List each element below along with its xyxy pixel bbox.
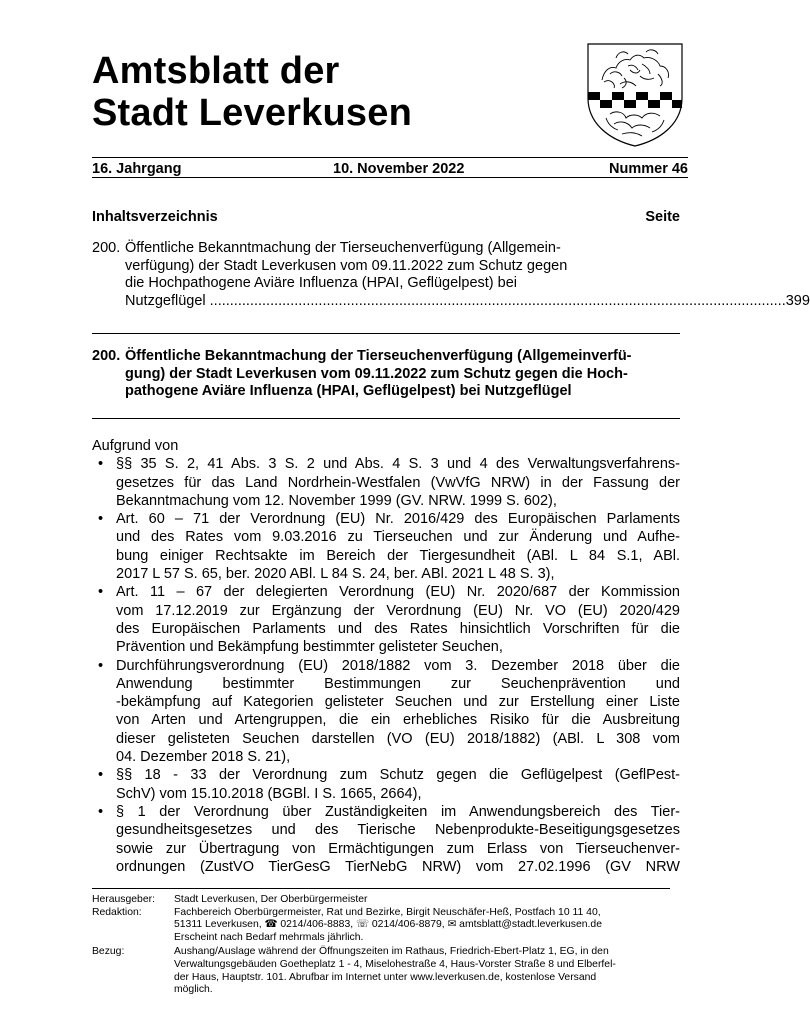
- source-line: Aushang/Auslage während der Öffnungszeiten im Rathaus, Friedrich-Ebert-Platz 1, EG, in den: [174, 946, 609, 958]
- volume-label: 16. Jahrgang: [92, 161, 182, 177]
- list-line: 04. Dezember 2018 S. 21),: [116, 749, 291, 766]
- masthead-rule: [92, 157, 688, 158]
- toc-page-heading: Seite: [645, 209, 680, 225]
- list-line: Anwendung bestimmter Bestimmungen zur Seuchenprävention und: [116, 675, 680, 692]
- list-item: [92, 803, 680, 876]
- list-item: [92, 657, 680, 767]
- section-number: 200.: [92, 348, 121, 364]
- legal-basis-list: [92, 455, 680, 876]
- source-line: möglich.: [174, 984, 213, 996]
- section-title-line: pathogene Aviäre Influenza (HPAI, Geflügelpest) bei Nutzgeflügel: [125, 383, 572, 399]
- imprint-source-row: [92, 946, 682, 996]
- list-line: gesundheitsgesetzes und des Tierische Nebenprodukte-Beseitigungsgesetzes: [116, 822, 680, 839]
- list-line: Art. 11 – 67 der delegierten Verordnung (EU) Nr. 2020/687 der Kommission: [116, 584, 680, 601]
- source-line: Verwaltungsgebäuden Goetheplatz 1 - 4, Miselohestraße 4, Haus-Vorster Straße 8 und Elberfel-: [174, 958, 616, 970]
- footer-rule: [92, 888, 670, 889]
- section-title-line: Öffentliche Bekanntmachung der Tierseuchenverfügung (Allgemeinverfü-: [125, 348, 632, 364]
- editorial-label: Redaktion:: [92, 906, 142, 918]
- list-line: Bekanntmachung vom 12. November 1999 (GV. NRW. 1999 S. 602),: [116, 492, 557, 509]
- list-item: [92, 510, 680, 583]
- bullet-icon: •: [98, 511, 104, 528]
- list-line: Art. 60 – 71 der Verordnung (EU) Nr. 2016/429 des Europäischen Parlaments: [116, 511, 680, 528]
- section-body: [92, 437, 680, 876]
- toc-entry-line: Nutzgeflügel: [125, 292, 206, 309]
- list-line: Prävention und Bekämpfung bestimmter gelisteter Seuchen,: [116, 639, 503, 656]
- toc-entry-page: 399: [785, 292, 810, 309]
- editorial-contact-line[interactable]: 51311 Leverkusen, ☎ 0214/406-8883, ☏ 0214/406-8879, ✉ amtsblatt@stadt.leverkusen.de: [174, 919, 602, 931]
- toc-heading: Inhaltsverzeichnis: [92, 209, 218, 225]
- list-line: 2017 L 57 S. 65, ber. 2020 ABl. L 84 S. 24, ber. ABl. 2021 L 48 S. 3),: [116, 566, 555, 583]
- publisher-text: Stadt Leverkusen, Der Oberbürgermeister: [174, 894, 368, 905]
- issue-number: Nummer 46: [609, 161, 688, 177]
- list-line: von Arten und Artengruppen, die ein erhebliches Risiko für die Ausbreitung: [116, 712, 680, 729]
- toc-entry-line: Öffentliche Bekanntmachung der Tierseuchenverfügung (Allgemein-: [125, 240, 561, 256]
- list-line: §§ 35 S. 2, 41 Abs. 3 S. 2 und Abs. 4 S. 3 und 4 des Verwaltungsverfahrens-: [116, 456, 680, 473]
- list-item: [92, 766, 680, 803]
- issue-date: 10. November 2022: [333, 161, 465, 177]
- bullet-icon: •: [98, 803, 104, 820]
- bullet-icon: •: [98, 657, 104, 674]
- imprint-editorial-row: [92, 907, 682, 945]
- intro-text: Aufgrund von: [92, 438, 179, 454]
- list-line: ordnungen (ZustVO TierGesG TierNebG NRW) vom 27.02.1996 (GV NRW: [116, 858, 680, 875]
- list-item: [92, 455, 680, 510]
- masthead-title: [92, 50, 412, 134]
- publisher-label: Herausgeber:: [92, 894, 155, 905]
- toc-entry-line: verfügung) der Stadt Leverkusen vom 09.11.2022 zum Schutz gegen: [125, 257, 568, 274]
- list-line: Durchführungsverordnung (EU) 2018/1882 vom 3. Dezember 2018 über die: [116, 657, 680, 674]
- masthead-title-line2: Stadt Leverkusen: [92, 92, 412, 134]
- header-rule: [92, 177, 688, 178]
- toc-leader-dots: ...............................................................................................................................................: [205, 292, 786, 309]
- imprint-publisher-row: [92, 894, 682, 907]
- section-title-line: gung) der Stadt Leverkusen vom 09.11.2022 zum Schutz gegen die Hoch-: [125, 365, 628, 382]
- list-line: § 1 der Verordnung über Zuständigkeiten im Anwendungsbereich des Tier-: [116, 803, 680, 820]
- bullet-icon: •: [98, 456, 104, 473]
- list-line: §§ 18 - 33 der Verordnung zum Schutz gegen die Geflügelpest (GeflPest-: [116, 767, 680, 784]
- bullet-icon: •: [98, 584, 104, 601]
- list-line: -bekämpfung auf Kategorien gelisteter Seuchen und zur Erstellung einer Liste: [116, 694, 680, 711]
- city-coat-of-arms-icon: [580, 40, 690, 150]
- section-title: [92, 348, 680, 401]
- list-line: gesetzes für das Land Nordrhein-Westfalen (VwVfG NRW) in der Fassung der: [116, 474, 680, 491]
- toc-entry[interactable]: [92, 240, 810, 310]
- toc-entry-line: die Hochpathogene Aviäre Influenza (HPAI, Geflügelpest) bei: [125, 275, 518, 291]
- list-line: sowie zur Übertragung von Ermächtigungen zum Erlass von Tierseuchenver-: [116, 840, 680, 857]
- list-line: und des Rates vom 9.03.2016 zu Tierseuchen und zur Änderung und Aufhe-: [116, 529, 680, 546]
- masthead-title-line1: Amtsblatt der: [92, 50, 340, 92]
- editorial-line: Fachbereich Oberbürgermeister, Rat und Bezirke, Birgit Neuschäfer-Heß, Postfach 10 11 40,: [174, 906, 601, 918]
- list-line: vom 17.12.2019 zur Ergänzung der Verordnung (EU) Nr. VO (EU) 2020/429: [116, 602, 680, 619]
- imprint: [92, 894, 682, 997]
- list-line: SchV) vom 15.10.2018 (BGBl. I S. 1665, 2664),: [116, 785, 422, 802]
- list-line: bung einiger Rechtsakte im Bereich der Tiergesundheit (ABl. L 84 S.1, ABl.: [116, 547, 680, 564]
- section-rule-bottom: [92, 418, 680, 419]
- source-label: Bezug:: [92, 946, 125, 958]
- list-item: [92, 583, 680, 656]
- toc-entry-number: 200.: [92, 240, 121, 256]
- section-rule-top: [92, 333, 680, 334]
- source-line-website[interactable]: der Haus, Hauptstr. 101. Abrufbar im Internet unter www.leverkusen.de, kostenlose Versand: [174, 971, 597, 983]
- list-line: des Europäischen Parlaments und des Rates hinsichtlich Vorschriften für die: [116, 620, 680, 637]
- bullet-icon: •: [98, 767, 104, 784]
- list-line: dieser gelisteten Seuchen darstellen (VO (EU) 2018/1882) (ABl. L 308 vom: [116, 730, 680, 747]
- editorial-line: Erscheint nach Bedarf mehrmals jährlich.: [174, 931, 364, 943]
